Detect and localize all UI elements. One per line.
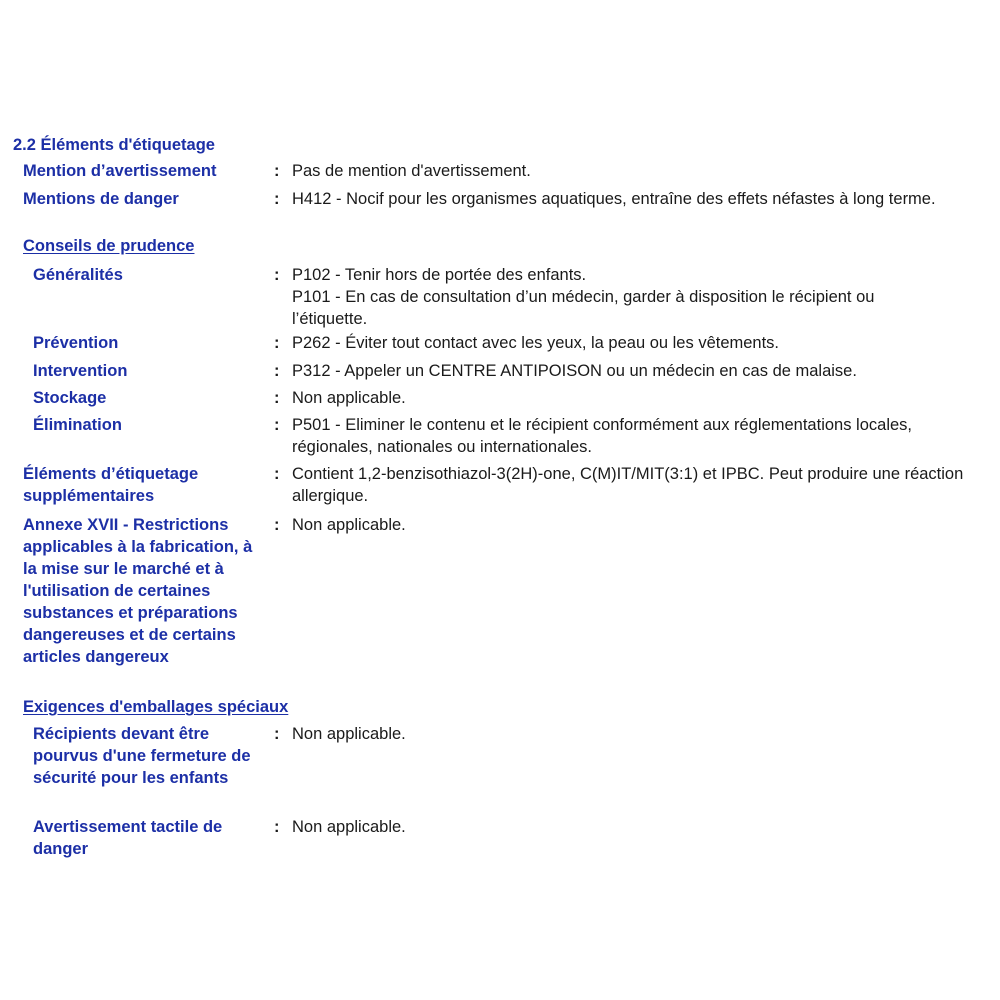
label-child-resistant: Récipients devant être pourvus d'une fermeture de sécurité pour les enfants bbox=[33, 725, 251, 787]
value-general-p101: P101 - En cas de consultation d’un médecin, garder à disposition le récipient ou l’étiquette. bbox=[292, 288, 875, 328]
value-disposal: P501 - Eliminer le contenu et le récipient conformément aux réglementations locales, régionales, nationales ou internationales. bbox=[292, 416, 912, 456]
label-hazard-statements: Mentions de danger bbox=[23, 190, 179, 208]
section-title: 2.2 Éléments d'étiquetage bbox=[13, 136, 215, 154]
colon: : bbox=[274, 334, 280, 352]
colon: : bbox=[274, 266, 280, 284]
value-tactile-warning: Non applicable. bbox=[292, 818, 406, 836]
label-storage: Stockage bbox=[33, 389, 107, 407]
value-response: P312 - Appeler un CENTRE ANTIPOISON ou un médecin en cas de malaise. bbox=[292, 362, 857, 380]
colon: : bbox=[274, 389, 280, 407]
value-general bbox=[292, 264, 952, 330]
label-tactile-warning: Avertissement tactile de danger bbox=[33, 818, 223, 858]
label-prevention: Prévention bbox=[33, 334, 119, 352]
colon: : bbox=[274, 416, 280, 434]
value-signal-word: Pas de mention d'avertissement. bbox=[292, 162, 531, 180]
label-disposal: Élimination bbox=[33, 416, 122, 434]
label-supplemental-labelling: Éléments d’étiquetage supplémentaires bbox=[23, 465, 199, 505]
colon: : bbox=[274, 362, 280, 380]
subheading-packaging: Exigences d'emballages spéciaux bbox=[23, 698, 289, 716]
label-response: Intervention bbox=[33, 362, 128, 380]
label-signal-word: Mention d’avertissement bbox=[23, 162, 217, 180]
label-general: Généralités bbox=[33, 266, 123, 284]
value-child-resistant: Non applicable. bbox=[292, 725, 406, 743]
value-prevention: P262 - Éviter tout contact avec les yeux, la peau ou les vêtements. bbox=[292, 334, 780, 352]
value-storage: Non applicable. bbox=[292, 389, 406, 407]
value-hazard-statements: H412 - Nocif pour les organismes aquatiques, entraîne des effets néfastes à long terme. bbox=[292, 190, 936, 208]
value-annex-xvii: Non applicable. bbox=[292, 516, 406, 534]
colon: : bbox=[274, 818, 280, 836]
value-supplemental-labelling: Contient 1,2-benzisothiazol-3(2H)-one, C(M)IT/MIT(3:1) et IPBC. Peut produire une réaction allergique. bbox=[292, 465, 964, 505]
subheading-precautionary: Conseils de prudence bbox=[23, 237, 195, 255]
colon: : bbox=[274, 190, 280, 208]
label-annex-xvii: Annexe XVII - Restrictions applicables à la fabrication, à la mise sur le marché et à l'utilisation de certaines substances et préparations dangereuses et de certains articles dangereux bbox=[23, 516, 253, 666]
colon: : bbox=[274, 725, 280, 743]
colon: : bbox=[274, 162, 280, 180]
colon: : bbox=[274, 465, 280, 483]
value-general-p102: P102 - Tenir hors de portée des enfants. bbox=[292, 266, 587, 284]
colon: : bbox=[274, 516, 280, 534]
